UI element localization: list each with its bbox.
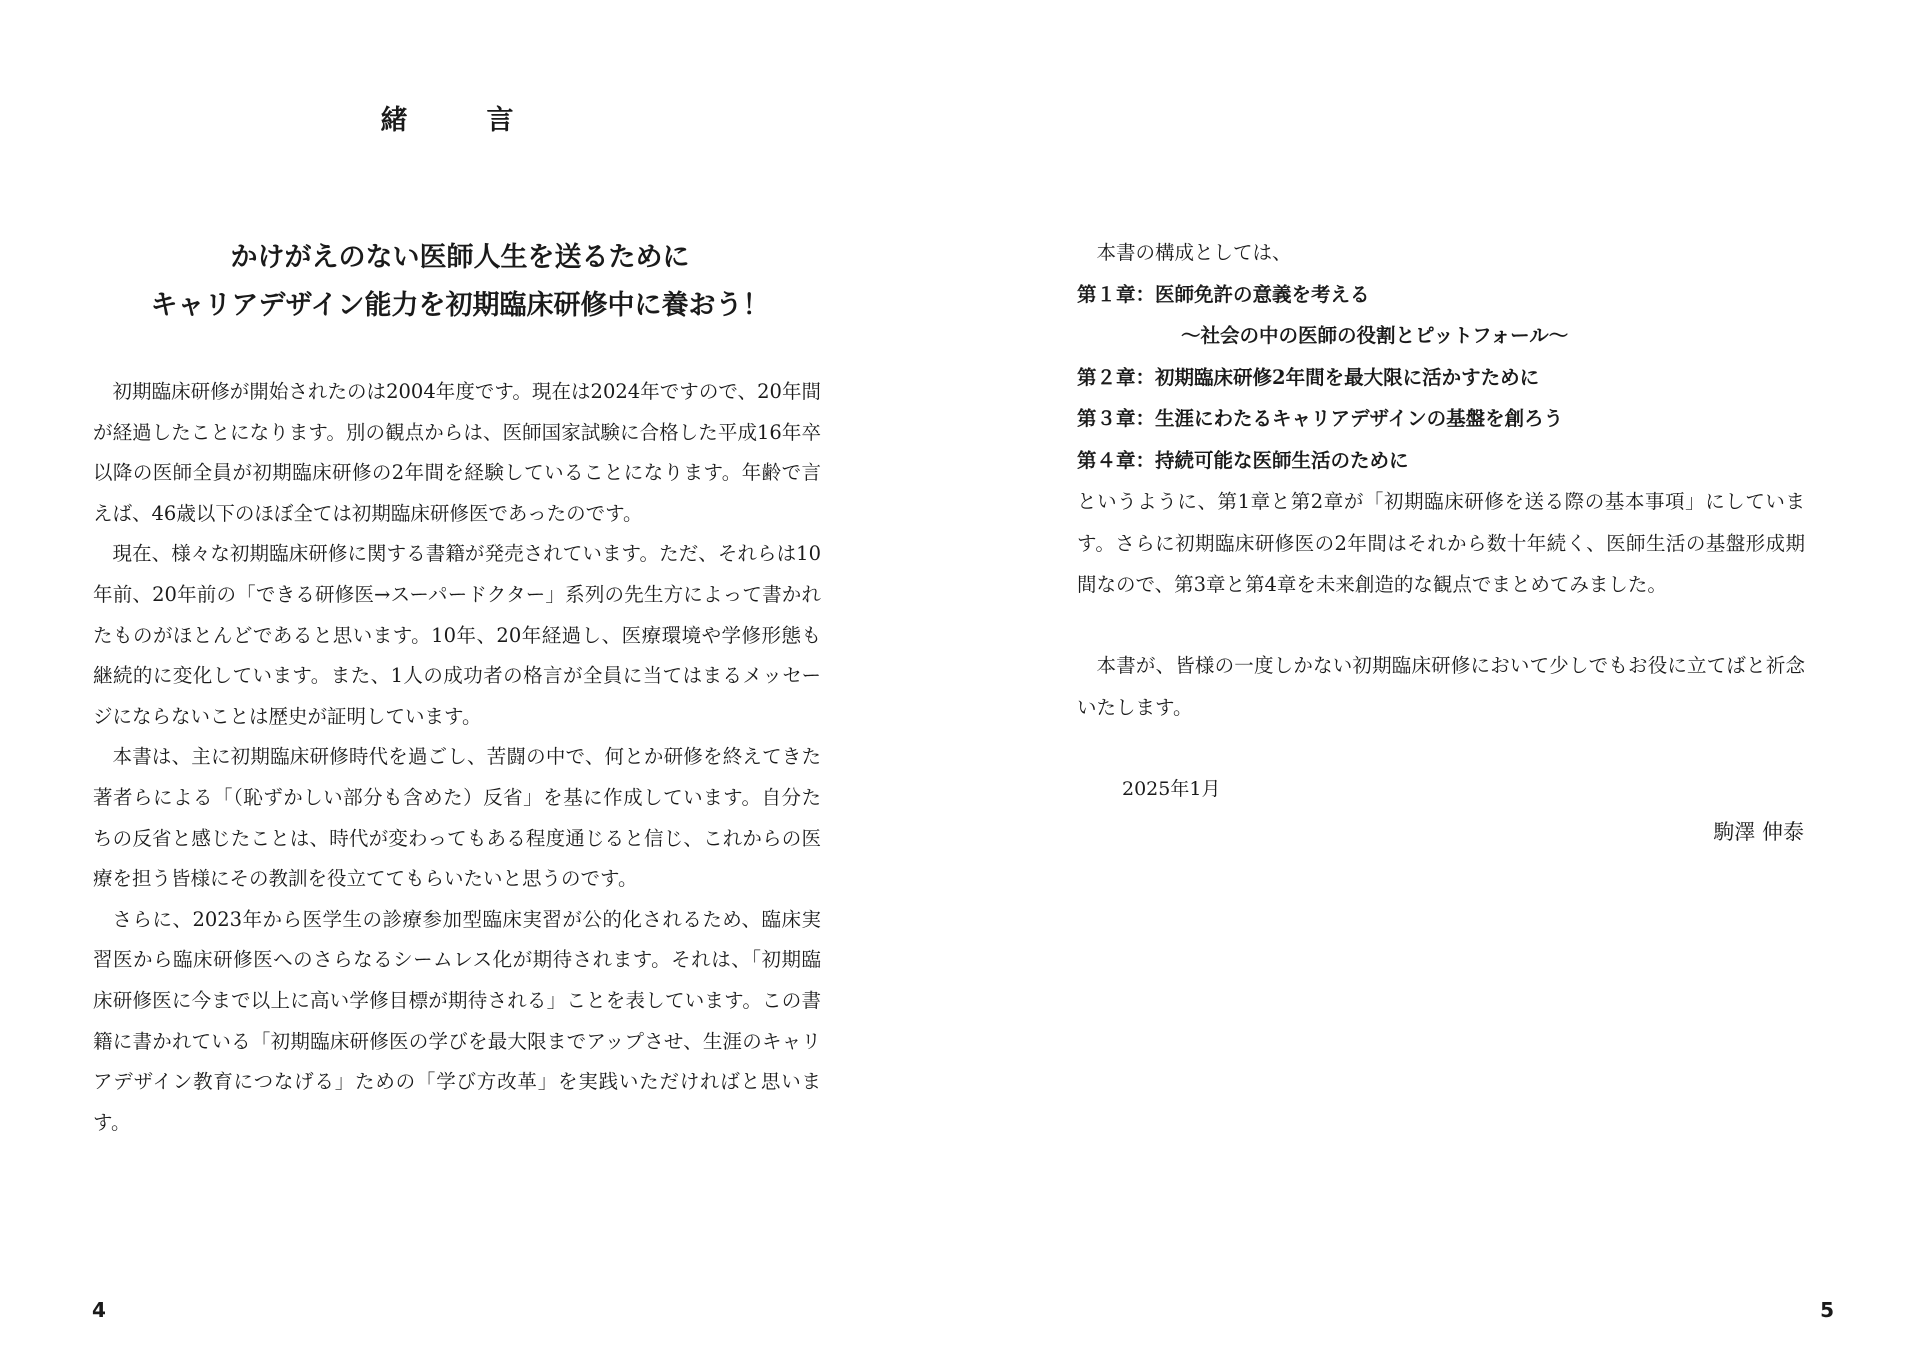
chapter-4: 第４章：持続可能な医師生活のために [1077,448,1409,472]
structure-intro: 本書の構成としては、 [1096,241,1292,264]
headline-line-2: キャリアデザイン能力を初期臨床研修中に養おう！ [150,290,770,321]
preface-paragraph-2: 現在、様々な初期臨床研修に関する書籍が発売されています。ただ、それらは10年前、20年前の「できる研修医→スーパードクター」系列の先生方によって書かれたものがほとんどであると思います。10年、20年経過し、医療環境や学修形態も継続的に変化しています。また、1人の成功者の格言が全員に当てはまるメッセージにならないことは歴史が証明しています。 [93,542,821,728]
preface-paragraph-3: 本書は、主に初期臨床研修時代を過ごし、苦闘の中で、何とか研修を終えてきた著者らによる「（恥ずかしい部分も含めた）反省」を基に作成しています。自分たちの反省と感じたことは、時代が変わってもある程度通じると信じ、これからの医療を担う皆様にその教訓を役立ててもらいたいと思うのです。 [93,745,821,891]
date: 2025年1月 [1122,778,1221,800]
page-number-left: 4 [92,1298,106,1322]
closing-paragraph: 本書が、皆様の一度しかない初期臨床研修において少しでもお役に立てばと祈念いたします。 [1077,654,1805,719]
section-title: 緒 言 [380,105,540,136]
headline-line-1: かけがえのない医師人生を送るために [230,242,690,273]
preface-paragraph-1: 初期臨床研修が開始されたのは2004年度です。現在は2024年ですので、20年間が経過したことになります。別の観点からは、医師国家試験に合格した平成16年卒以降の医師全員が初期臨床研修の2年間を経験していることになります。年齢で言えば、46歳以下のほぼ全ては初期臨床研修医であったのです。 [93,380,821,525]
page-number-right: 5 [1820,1298,1834,1322]
book-structure [1077,232,1805,606]
right-page [960,0,1920,1360]
preface-body [93,372,821,1143]
chapter-1-subtitle: 〜社会の中の医師の役割とピットフォール〜 [1181,324,1569,347]
chapter-3: 第３章：生涯にわたるキャリアデザインの基盤を創ろう [1077,407,1564,430]
preface-paragraph-4: さらに、2023年から医学生の診療参加型臨床実習が公的化されるため、臨床実習医から臨床研修医へのさらなるシームレス化が期待されます。それは、「初期臨床研修医に今まで以上に高い学修目標が期待される」ことを表しています。この書籍に書かれている「初期臨床研修医の学びを最大限までアップさせ、生涯のキャリアデザイン教育につなげる」ための「学び方改革」を実践いただければと思います。 [93,907,821,1134]
closing-remarks [1077,645,1805,728]
chapter-2: 第２章：初期臨床研修2年間を最大限に活かすために [1077,365,1540,389]
author-name: 駒澤 伸泰 [1713,820,1804,844]
chapter-1: 第１章：医師免許の意義を考える [1077,282,1370,306]
structure-summary: というように、第1章と第2章が「初期臨床研修を送る際の基本事項」にしています。さらに初期臨床研修医の2年間はそれから数十年続く、医師生活の基盤形成期間なので、第3章と第4章を未来創造的な観点でまとめてみました。 [1077,490,1805,596]
headline [120,234,800,330]
